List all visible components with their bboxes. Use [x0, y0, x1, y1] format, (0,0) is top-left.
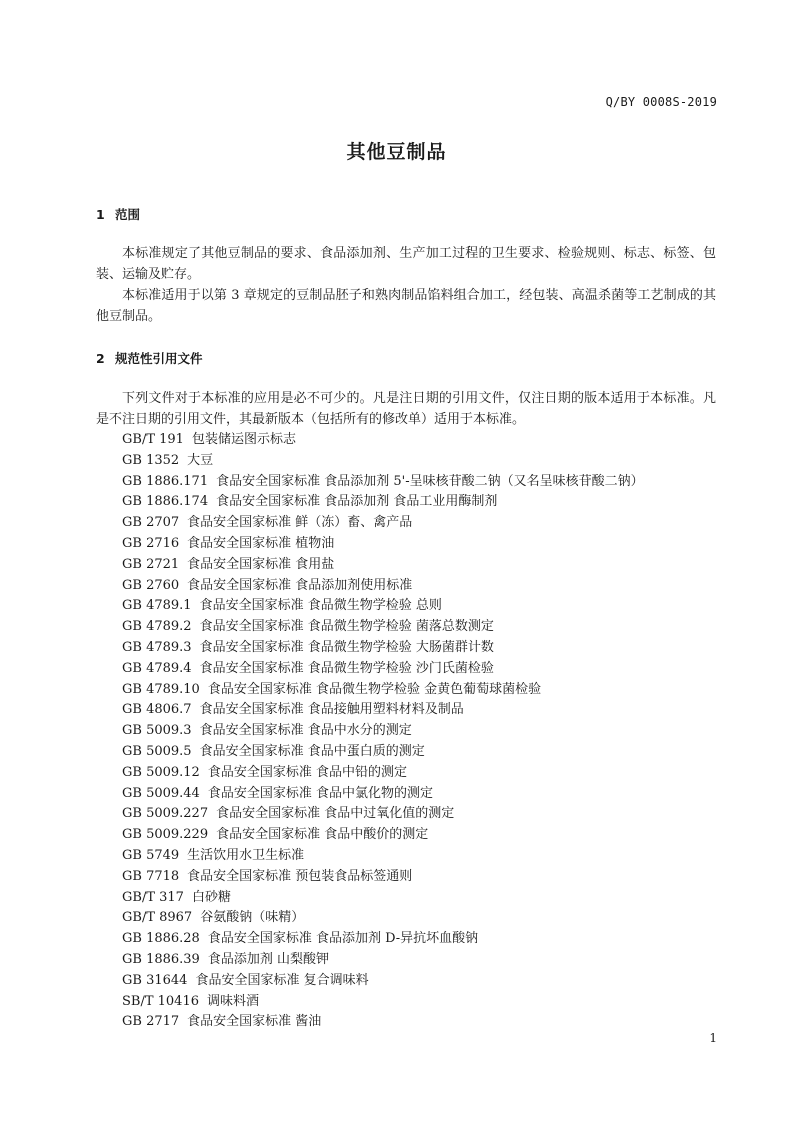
reference-title: 食品安全国家标准 食品中蛋白质的测定: [199, 743, 425, 759]
section-1-paragraph-2: 本标准适用于以第 3 章规定的豆制品胚子和熟肉制品馅料组合加工，经包装、高温杀菌等工艺制成的其他豆制品。: [96, 288, 716, 324]
reference-code: GB 5009.227: [122, 806, 209, 822]
reference-title: 食品安全国家标准 食品添加剂 5'-呈味核苷酸二钠（又名呈味核苷酸二钠）: [216, 473, 644, 489]
reference-code: GB 4806.7: [122, 702, 192, 718]
section-2-title: 规范性引用文件: [115, 351, 203, 366]
reference-code: GB 4789.1: [122, 598, 192, 614]
reference-title: 食品安全国家标准 食品中酸价的测定: [216, 827, 429, 843]
reference-title: 食品安全国家标准 鲜（冻）畜、禽产品: [187, 515, 413, 531]
section-1-title: 范围: [115, 207, 141, 222]
reference-item: [122, 992, 644, 1013]
reference-title: 包装储运图示标志: [191, 432, 296, 447]
section-1-paragraph-1: 本标准规定了其他豆制品的要求、食品添加剂、生产加工过程的卫生要求、检验规则、标志、标签、包装、运输及贮存。: [96, 246, 716, 282]
reference-title: 食品安全国家标准 食品微生物学检验 总则: [199, 598, 442, 614]
section-2-heading: [96, 349, 203, 367]
reference-code: GB 1886.174: [122, 494, 209, 510]
reference-title: 食品安全国家标准 食品微生物学检验 菌落总数测定: [199, 619, 494, 635]
reference-item: [122, 680, 644, 701]
reference-item: [122, 659, 644, 680]
reference-title: 食品安全国家标准 复合调味料: [195, 972, 369, 988]
reference-code: GB 1886.171: [122, 473, 209, 489]
reference-code: GB 2707: [122, 515, 180, 531]
reference-title: 食品安全国家标准 食品中过氧化值的测定: [216, 806, 455, 822]
reference-title: 食品安全国家标准 食用盐: [187, 556, 335, 572]
reference-title: 食品安全国家标准 食品中氯化物的测定: [207, 785, 433, 801]
reference-item: [122, 846, 644, 867]
reference-item: [122, 596, 644, 617]
reference-code: GB 5749: [122, 847, 180, 863]
reference-item: [122, 763, 644, 784]
reference-code: GB/T 317: [122, 889, 184, 905]
reference-title: 食品安全国家标准 植物油: [187, 535, 335, 551]
document-title: 其他豆制品: [346, 141, 447, 163]
reference-title: 大豆: [187, 452, 214, 468]
section-1-number: 1: [96, 207, 105, 222]
reference-title: 白砂糖: [191, 889, 231, 905]
reference-title: 食品安全国家标准 食品微生物学检验 金黄色葡萄球菌检验: [207, 681, 542, 697]
reference-list: [122, 430, 644, 1033]
reference-item: [122, 908, 644, 929]
reference-item: [122, 929, 644, 950]
reference-item: [122, 867, 644, 888]
reference-item: [122, 617, 644, 638]
section-2-paragraph-1: 下列文件对于本标准的应用是必不可少的。凡是注日期的引用文件，仅注日期的版本适用于本标准。凡是不注日期的引用文件，其最新版本（包括所有的修改单）适用于本标准。: [96, 391, 716, 427]
reference-title: 食品安全国家标准 食品微生物学检验 大肠菌群计数: [199, 639, 494, 655]
reference-item: [122, 971, 644, 992]
reference-code: GB 1886.39: [122, 951, 200, 967]
reference-title: 食品安全国家标准 预包装食品标签通则: [187, 868, 413, 884]
reference-title: 生活饮用水卫生标准: [187, 847, 305, 863]
reference-item: [122, 555, 644, 576]
reference-item: [122, 513, 644, 534]
reference-item: [122, 1012, 644, 1033]
section-1-heading: [96, 205, 140, 223]
reference-code: GB 31644: [122, 972, 188, 988]
reference-title: 食品安全国家标准 食品中水分的测定: [199, 723, 412, 739]
reference-item: [122, 492, 644, 513]
reference-item: [122, 576, 644, 597]
reference-code: GB 7718: [122, 868, 180, 884]
reference-title: 食品安全国家标准 食品添加剂 食品工业用酶制剂: [216, 494, 498, 510]
reference-title: 食品安全国家标准 酱油: [187, 1014, 322, 1030]
reference-code: GB 5009.12: [122, 764, 200, 780]
reference-title: 食品添加剂 山梨酸钾: [207, 951, 329, 967]
reference-code: GB 1886.28: [122, 931, 200, 947]
reference-code: GB 4789.3: [122, 639, 192, 655]
reference-item: [122, 700, 644, 721]
reference-title: 食品安全国家标准 食品接触用塑料材料及制品: [199, 702, 464, 718]
reference-item: [122, 950, 644, 971]
reference-code: GB 2716: [122, 535, 180, 551]
reference-item: [122, 742, 644, 763]
reference-code: GB 5009.44: [122, 785, 200, 801]
reference-item: [122, 784, 644, 805]
reference-item: [122, 472, 644, 493]
reference-item: [122, 638, 644, 659]
section-2-number: 2: [96, 351, 105, 366]
reference-title: 食品安全国家标准 食品微生物学检验 沙门氏菌检验: [199, 660, 494, 676]
reference-code: GB 2721: [122, 556, 180, 572]
reference-code: SB/T 10416: [122, 993, 199, 1009]
reference-code: GB 4789.10: [122, 681, 200, 697]
reference-code: GB 5009.3: [122, 723, 192, 739]
reference-item: [122, 451, 644, 472]
reference-code: GB/T 191: [122, 432, 184, 447]
reference-code: GB 2717: [122, 1014, 180, 1030]
reference-title: 食品安全国家标准 食品中铅的测定: [207, 764, 407, 780]
reference-item: [122, 721, 644, 742]
reference-title: 谷氨酸钠（味精）: [200, 910, 305, 926]
standard-code: Q/BY 0008S-2019: [605, 95, 717, 109]
reference-item: [122, 430, 644, 451]
reference-code: GB 2760: [122, 577, 180, 593]
page-number: 1: [709, 1031, 717, 1045]
reference-code: GB 1352: [122, 452, 180, 468]
reference-code: GB 4789.4: [122, 660, 192, 676]
reference-code: GB 4789.2: [122, 619, 192, 635]
reference-item: [122, 888, 644, 909]
reference-item: [122, 534, 644, 555]
reference-item: [122, 804, 644, 825]
reference-title: 调味料酒: [207, 993, 260, 1009]
reference-title: 食品安全国家标准 食品添加剂使用标准: [187, 577, 413, 593]
reference-code: GB 5009.229: [122, 827, 209, 843]
reference-title: 食品安全国家标准 食品添加剂 D-异抗坏血酸钠: [207, 931, 479, 947]
reference-code: GB/T 8967: [122, 910, 193, 926]
reference-code: GB 5009.5: [122, 743, 192, 759]
reference-item: [122, 825, 644, 846]
